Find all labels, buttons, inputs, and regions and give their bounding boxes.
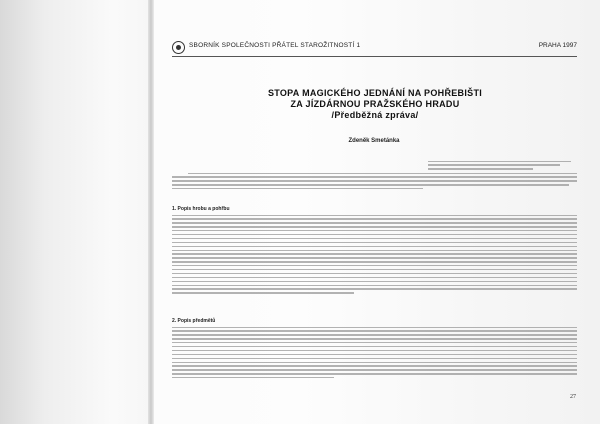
intro-paragraph — [172, 170, 577, 192]
journal-name: SBORNÍK SPOLEČNOSTI PŘÁTEL STAROŽITNOSTÍ 1 — [189, 42, 361, 49]
society-logo-icon — [172, 41, 185, 54]
section-1-heading: 1. Popis hrobu a pohřbu — [172, 206, 230, 212]
section-2-heading: 2. Popis předmětů — [172, 318, 216, 324]
section-2 — [172, 318, 577, 381]
left-page-blank — [0, 0, 150, 424]
title-line-1: STOPA MAGICKÉHO JEDNÁNÍ NA POHŘEBIŠTI — [267, 88, 483, 98]
book-fold — [148, 0, 154, 424]
journal-year: PRAHA 1997 — [538, 42, 577, 49]
document-page — [160, 30, 588, 424]
article-author: Zdeněk Smetánka — [348, 138, 400, 144]
article-title — [190, 88, 560, 121]
section-1 — [172, 206, 577, 296]
running-header — [172, 40, 577, 57]
title-line-2: ZA JÍZDÁRNOU PRAŽSKÉHO HRADU — [290, 99, 460, 109]
page-number: 27 — [570, 394, 576, 400]
title-line-3: /Předběžná zpráva/ — [331, 110, 419, 120]
